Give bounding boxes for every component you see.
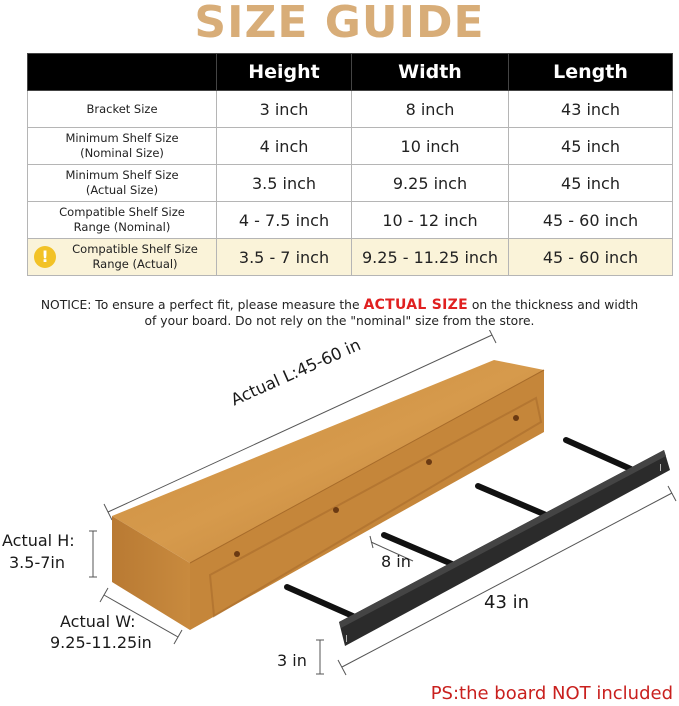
table-row-highlight bbox=[28, 239, 673, 276]
row-label-line: Range (Nominal) bbox=[73, 220, 171, 234]
cell-width: 9.25 - 11.25 inch bbox=[352, 239, 509, 276]
actual-height-value: 3.5-7in bbox=[9, 553, 65, 572]
actual-length-label: Actual L:45-60 in bbox=[228, 335, 364, 410]
header-width: Width bbox=[352, 54, 509, 91]
cell-height: 3 inch bbox=[217, 91, 352, 128]
table-header-row bbox=[28, 54, 673, 91]
exclamation-icon: ! bbox=[34, 246, 56, 268]
row-label-line: Compatible Shelf Size bbox=[72, 242, 198, 256]
row-label-wrap bbox=[28, 242, 216, 272]
svg-text:I: I bbox=[345, 634, 348, 645]
row-label bbox=[28, 202, 217, 239]
wood-shelf bbox=[112, 360, 544, 630]
actual-height-label: Actual H: bbox=[2, 531, 75, 550]
size-guide-table bbox=[27, 53, 673, 276]
bracket-height-label: 3 in bbox=[277, 651, 307, 670]
row-label bbox=[28, 128, 217, 165]
cell-length: 45 inch bbox=[509, 165, 673, 202]
actual-width-label: Actual W: bbox=[60, 612, 136, 631]
row-label-line: Range (Actual) bbox=[92, 257, 178, 271]
row-label-line: (Nominal Size) bbox=[80, 146, 164, 160]
cell-length: 45 - 60 inch bbox=[509, 239, 673, 276]
table-header-blank bbox=[28, 54, 217, 91]
cell-length: 45 inch bbox=[509, 128, 673, 165]
actual-width-value: 9.25-11.25in bbox=[50, 633, 152, 652]
row-label-line: Minimum Shelf Size bbox=[65, 168, 179, 182]
bracket-length-label: 43 in bbox=[484, 592, 530, 613]
notice-text bbox=[0, 297, 679, 329]
ps-note: PS:the board NOT included bbox=[430, 683, 673, 704]
row-label bbox=[28, 165, 217, 202]
cell-height: 3.5 - 7 inch bbox=[217, 239, 352, 276]
notice-line2: of your board. Do not rely on the "nominal" size from the store. bbox=[144, 314, 535, 328]
svg-text:I: I bbox=[659, 463, 662, 474]
cell-width: 8 inch bbox=[352, 91, 509, 128]
notice-prefix: NOTICE: To ensure a perfect fit, please measure the bbox=[40, 298, 360, 312]
table-row bbox=[28, 165, 673, 202]
table-row bbox=[28, 202, 673, 239]
cell-width: 10 inch bbox=[352, 128, 509, 165]
table-row bbox=[28, 128, 673, 165]
cell-length: 43 inch bbox=[509, 91, 673, 128]
notice-highlight: ACTUAL SIZE bbox=[363, 297, 468, 313]
table-row bbox=[28, 91, 673, 128]
cell-height: 3.5 inch bbox=[217, 165, 352, 202]
cell-height: 4 - 7.5 inch bbox=[217, 202, 352, 239]
cell-height: 4 inch bbox=[217, 128, 352, 165]
row-label bbox=[28, 239, 217, 276]
cell-width: 10 - 12 inch bbox=[352, 202, 509, 239]
page-title: SIZE GUIDE bbox=[194, 0, 485, 48]
bracket-rod-label: 8 in bbox=[381, 552, 411, 571]
notice-suffix: on the thickness and width bbox=[471, 298, 639, 312]
cell-width: 9.25 inch bbox=[352, 165, 509, 202]
header-length: Length bbox=[509, 54, 673, 91]
header-height: Height bbox=[217, 54, 352, 91]
row-label-line: Bracket Size bbox=[86, 101, 158, 116]
row-label-line: Minimum Shelf Size bbox=[65, 131, 179, 145]
cell-length: 45 - 60 inch bbox=[509, 202, 673, 239]
row-label bbox=[28, 91, 217, 128]
row-label-line: Compatible Shelf Size bbox=[59, 205, 185, 219]
row-label-line: (Actual Size) bbox=[85, 183, 159, 197]
